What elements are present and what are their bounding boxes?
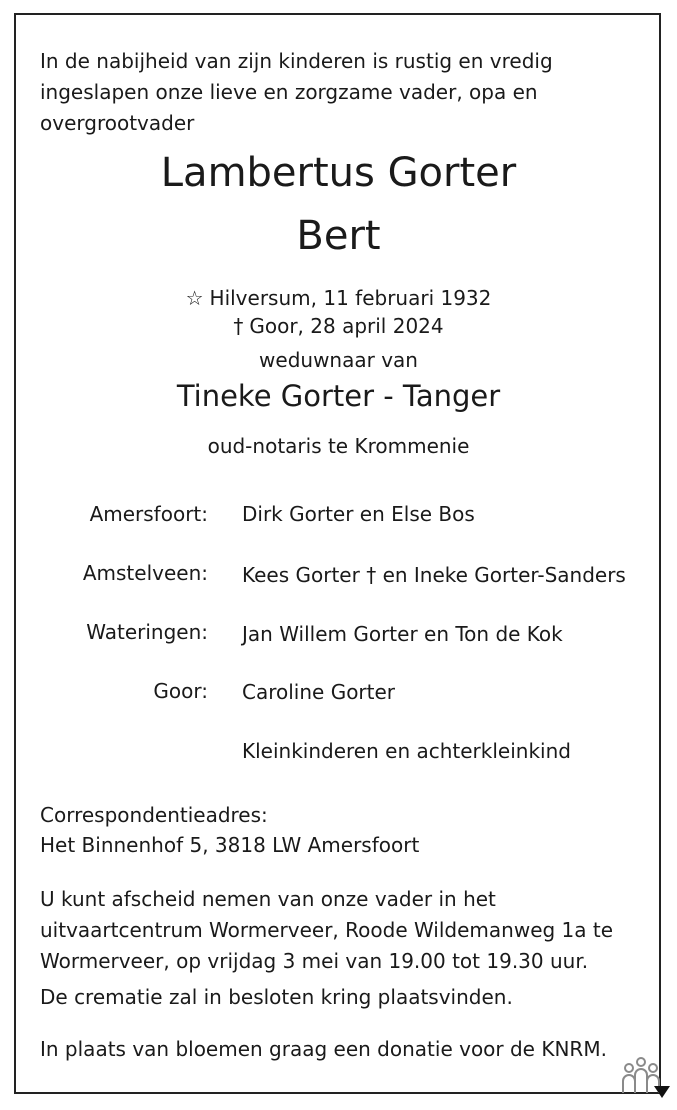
intro-text: In de nabijheid van zijn kinderen is rustig en vredig ingeslapen onze lieve en zorgzame vader, opa en overgrootvader bbox=[40, 49, 553, 135]
family-names: Caroline Gorter bbox=[242, 680, 396, 704]
family-names: Kleinkinderen en achterkleinkind bbox=[242, 739, 571, 763]
deceased-nickname: Bert bbox=[296, 213, 381, 259]
star-icon: ☆ bbox=[185, 286, 204, 310]
family-names: Jan Willem Gorter en Ton de Kok bbox=[242, 622, 563, 646]
spouse-name: Tineke Gorter - Tanger bbox=[176, 379, 501, 413]
donation-text: In plaats van bloemen graag een donatie voor de KNRM. bbox=[40, 1037, 607, 1061]
family-city: Wateringen: bbox=[86, 620, 208, 644]
family-city: Goor: bbox=[153, 679, 208, 703]
correspondence-label: Correspondentieadres: bbox=[40, 803, 268, 827]
profession: oud-notaris te Krommenie bbox=[207, 434, 470, 458]
death-text: Goor, 28 april 2024 bbox=[249, 314, 444, 338]
cross-icon: † bbox=[233, 314, 244, 338]
family-city: Amstelveen: bbox=[82, 561, 208, 585]
widower-label: weduwnaar van bbox=[259, 348, 418, 372]
triangle-down-icon[interactable] bbox=[654, 1086, 670, 1098]
cross-icon: † bbox=[366, 563, 377, 587]
family-names bbox=[242, 560, 626, 591]
death-line bbox=[0, 311, 677, 342]
birth-line bbox=[0, 283, 677, 314]
farewell-text: U kunt afscheid nemen van onze vader in het uitvaartcentrum Wormerveer, Roode Wildemanweg 1a te Wormerveer, op vrijdag 3 mei van 19.00 tot 19.30 uur. bbox=[40, 887, 614, 973]
family-city: Amersfoort: bbox=[89, 502, 208, 526]
family-name-before: Kees Gorter bbox=[242, 563, 360, 587]
deceased-name: Lambertus Gorter bbox=[160, 150, 517, 196]
correspondence-address: Het Binnenhof 5, 3818 LW Amersfoort bbox=[40, 833, 420, 857]
family-name-after: en Ineke Gorter-Sanders bbox=[382, 563, 626, 587]
cremation-text: De crematie zal in besloten kring plaatsvinden. bbox=[40, 985, 513, 1009]
family-names: Dirk Gorter en Else Bos bbox=[242, 502, 475, 526]
birth-text: Hilversum, 11 februari 1932 bbox=[209, 286, 492, 310]
